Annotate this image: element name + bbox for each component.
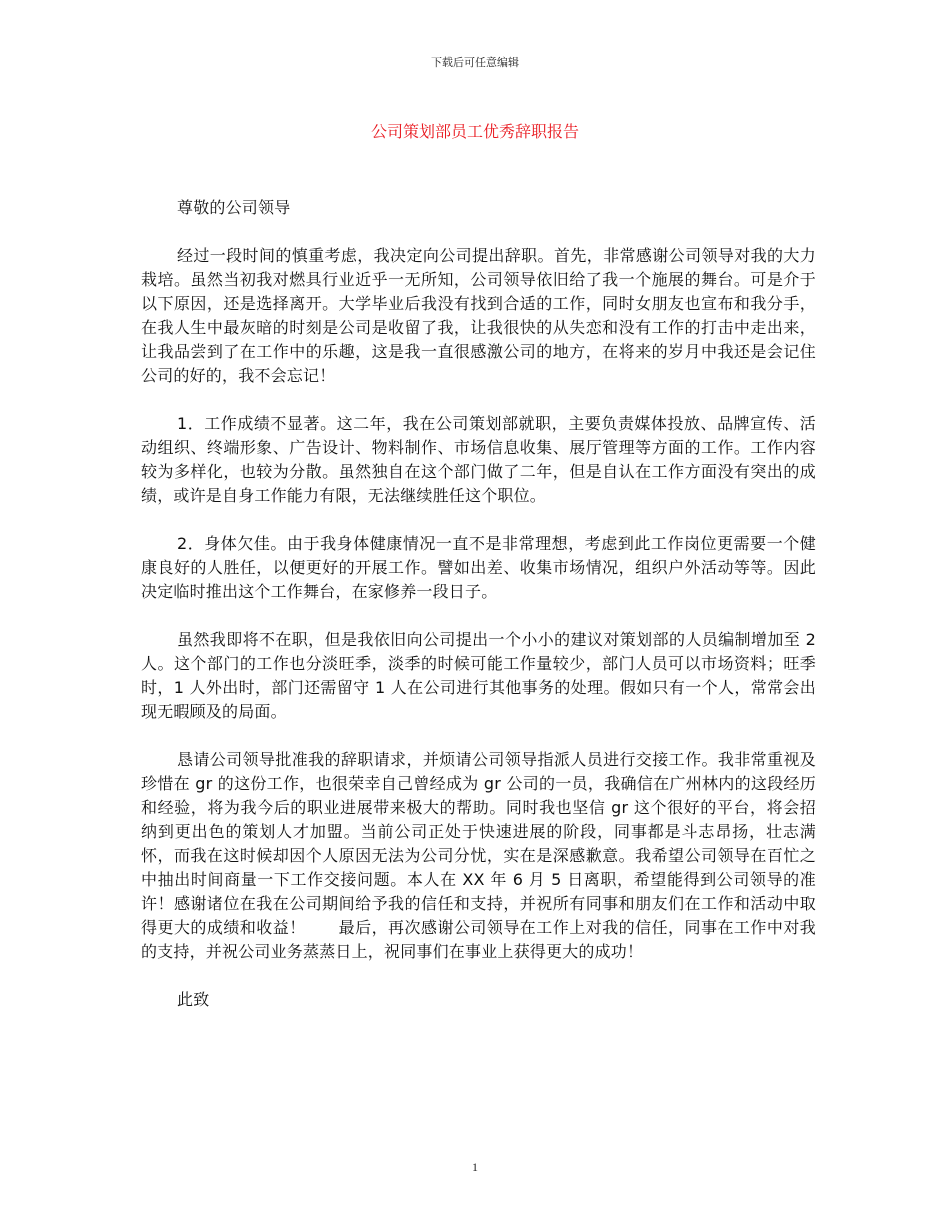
paragraph-intro: 经过一段时间的慎重考虑，我决定向公司提出辞职。首先，非常感谢公司领导对我的大力栽培。虽然当初我对燃具行业近乎一无所知，公司领导依旧给了我一个施展的舞台。可是介于以下原因，还是选择离开。大学毕业后我没有找到合适的工作，同时女朋友也宣布和我分手，在我人生中最灰暗的时刻是公司是收留了我，让我很快的从失恋和没有工作的打击中走出来，让我品尝到了在工作中的乐趣，这是我一直很感激公司的地方，在将来的岁月中我还是会记住公司的好的，我不会忘记！ [141,246,816,385]
page-number: 1 [472,1160,478,1174]
download-editable-note: 下载后可任意编辑 [431,56,519,69]
closing: 此致 [177,990,210,1009]
paragraph-suggestion: 虽然我即将不在职，但是我依旧向公司提出一个小小的建议对策划部的人员编制增加至 2 人。这个部门的工作也分淡旺季，淡季的时候可能工作量较少，部门人员可以市场资料；旺季时，1 人外出时，部门还需留守 1 人在公司进行其他事务的处理。假如只有一个人，常常会出现无暇顾及的局面。 [141,630,816,721]
document-title: 公司策划部员工优秀辞职报告 [370,122,579,141]
paragraph-reason-2: 2．身体欠佳。由于我身体健康情况一直不是非常理想，考虑到此工作岗位更需要一个健康良好的人胜任，以便更好的开展工作。譬如出差、收集市场情况，组织户外活动等等。因此决定临时推出这个工作舞台，在家修养一段日子。 [141,534,816,601]
salutation: 尊敬的公司领导 [177,198,291,217]
paragraph-reason-1: 1．工作成绩不显著。这二年，我在公司策划部就职，主要负责媒体投放、品牌宣传、活动组织、终端形象、广告设计、物料制作、市场信息收集、展厅管理等方面的工作。工作内容较为多样化，也较为分散。虽然独自在这个部门做了二年，但是自认在工作方面没有突出的成绩，或许是自身工作能力有限，无法继续胜任这个职位。 [141,414,816,505]
document-body [141,196,816,1036]
paragraph-request: 恳请公司领导批准我的辞职请求，并烦请公司领导指派人员进行交接工作。我非常重视及珍惜在 gr 的这份工作，也很荣幸自己曾经成为 gr 公司的一员，我确信在广州林内的这段经历和经验，将为我今后的职业进展带来极大的帮助。同时我也坚信 gr 这个很好的平台，将会招纳到更出色的策划人才加盟。当前公司正处于快速进展的阶段，同事都是斗志昂扬，壮志满怀，而我在这时候却因个人原因无法为公司分忧，实在是深感歉意。我希望公司领导在百忙之中抽出时间商量一下工作交接问题。本人在 XX 年 6 月 5 日离职，希望能得到公司领导的准许！感谢诸位在我在公司期间给予我的信任和支持，并祝所有同事和朋友们在工作和活动中取得更大的成绩和收益！ 最后，再次感谢公司领导在工作上对我的信任，同事在工作中对我的支持，并祝公司业务蒸蒸日上，祝同事们在事业上获得更大的成功！ [141,750,816,961]
